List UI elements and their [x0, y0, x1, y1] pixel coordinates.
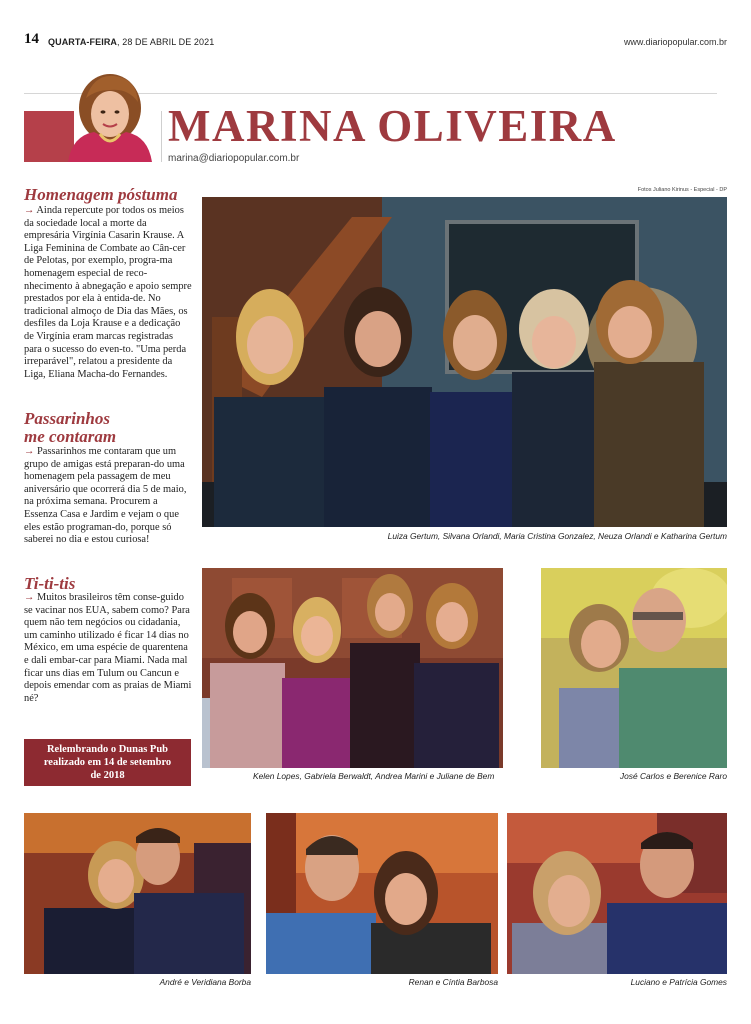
section-body: Ainda repercute por todos os meios da sociedade local a morte da empresária Virgínia Casarin Krause. A Liga Feminina de Combate ao Cân-cer de Pelotas, por exemplo, progra-ma homenagem especial de reco-nhecimento à abnegação e apoio sempre prestados por ela à entida-de. No tradicional almoço de Dia das Mães, os desfiles da Loja Krause e a dedicação de Virgínia eram marcas registradas para o sucesso do even-to. "Uma perda irreparável", relatou a presidente da Liga, Eliana Macha-do Fernandes.	[24, 205, 192, 380]
title-line: me contaram	[24, 427, 117, 446]
section-title-tititis: Ti-ti-tis	[24, 574, 76, 593]
main-group-photo	[202, 197, 727, 527]
section-title-homenagem: Homenagem póstuma	[24, 185, 178, 204]
caption-mid-left: Kelen Lopes, Gabriela Berwaldt, Andrea Marini e Juliane de Bem	[253, 771, 495, 781]
caption-bottom-1: André e Veridiana Borba	[159, 977, 251, 987]
section-title-passarinhos	[24, 410, 116, 446]
photo-group-four	[202, 568, 503, 768]
title-line: Passarinhos	[24, 409, 110, 428]
issue-date	[48, 37, 214, 47]
photo-couple-gomes	[507, 813, 727, 974]
columnist-portrait	[64, 68, 156, 162]
section-text-passarinhos	[24, 446, 192, 547]
section-body: Muitos brasileiros têm conse-guido se vacinar nos EUA, sabem como? Para quem não tem negócios ou cidadania, um caminho utilizado é ficar 14 dias no México, em uma espécie de quarentena e dali embar-car para Miami. Nada mal ficar uns dias em Tulum ou Cancun e depois emendar com as praias de Miami né?	[24, 592, 192, 704]
banner-line: de 2018	[90, 770, 125, 781]
caption-bottom-3: Luciano e Patrícia Gomes	[630, 977, 727, 987]
date: , 28 DE ABRIL DE 2021	[117, 37, 215, 47]
arrow-right-icon: →	[24, 592, 35, 603]
column-title: MARINA OLIVEIRA	[168, 101, 617, 151]
photo-couple-barbosa	[266, 813, 498, 974]
columnist-email[interactable]: marina@diariopopular.com.br	[168, 153, 300, 164]
dunas-pub-banner	[24, 739, 191, 786]
section-body: Passarinhos me contaram que um grupo de amigas está preparan-do uma homenagem pela passagem de meu aniversário que ocorrerá dia 5 de maio, na próxima semana. Procurem a Essenza Casa e Jardim e vejam o que eles estão programan-do, porque só saberei no dia e estou curiosa!	[24, 446, 187, 546]
photo-couple-borba	[24, 813, 251, 974]
photo-couple-raro	[541, 568, 727, 768]
title-divider	[161, 111, 162, 162]
arrow-right-icon: →	[24, 205, 35, 216]
banner-line: realizado em 14 de setembro	[43, 757, 172, 768]
caption-mid-right: José Carlos e Berenice Raro	[619, 771, 727, 781]
caption-bottom-2: Renan e Cíntia Barbosa	[408, 977, 498, 987]
weekday: QUARTA-FEIRA	[48, 37, 118, 47]
section-text-tititis	[24, 592, 192, 705]
banner-line: Relembrando o Dunas Pub	[46, 744, 169, 755]
page-number: 14	[24, 31, 39, 47]
caption-main: Luiza Gertum, Silvana Orlandi, Maria Cristina Gonzalez, Neuza Orlandi e Katharina Gertum	[387, 531, 727, 541]
photo-credit: Fotos Juliano Kirinus - Especial - DP	[637, 187, 727, 193]
arrow-right-icon: →	[24, 446, 35, 457]
website-link[interactable]: www.diariopopular.com.br	[623, 37, 727, 47]
section-text-homenagem	[24, 205, 192, 381]
